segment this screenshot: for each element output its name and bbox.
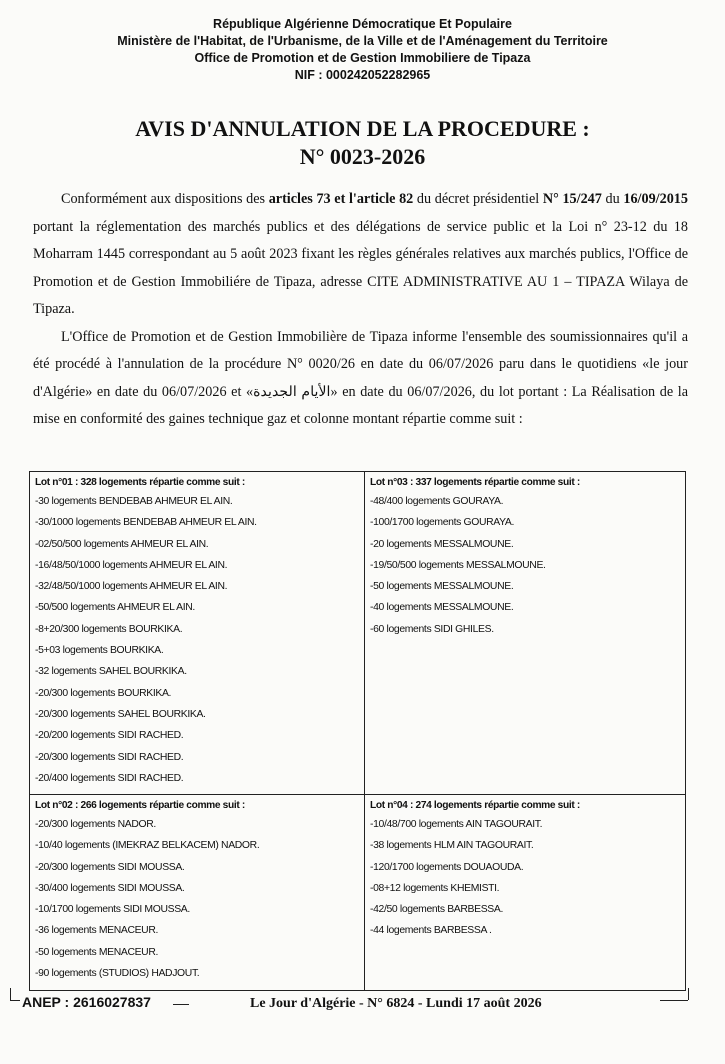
lot-item: -30 logements BENDEBAB AHMEUR EL AIN. — [35, 496, 233, 507]
lot-item: -20/400 logements SIDI RACHED. — [35, 772, 184, 784]
lot-item: -19/50/500 logements MESSALMOUNE. — [370, 559, 546, 571]
page-footer — [0, 990, 725, 1014]
lot-item: -32 logements SAHEL BOURKIKA. — [35, 666, 187, 678]
notice-title-line1: AVIS D'ANNULATION DE LA PROCEDURE : — [135, 116, 590, 141]
lot-item: -02/50/500 logements AHMEUR EL AIN. — [35, 538, 209, 550]
lot-item: -8+20/300 logements BOURKIKA. — [35, 623, 183, 635]
lot-item: -48/400 logements GOURAYA. — [370, 496, 504, 507]
lot-header: Lot n°01 : 328 logements répartie comme suit : — [35, 477, 245, 488]
corner-mark — [10, 988, 11, 1000]
lot-items — [35, 814, 364, 984]
lot-item: -90 logements (STUDIOS) HADJOUT. — [35, 968, 200, 980]
footer-rule-left — [10, 1000, 20, 1001]
lot-item: -20/200 logements SIDI RACHED. — [35, 730, 184, 742]
lot-03-cell — [365, 472, 685, 795]
lot-item: -30/1000 logements BENDEBAB AHMEUR EL AIN. — [35, 517, 257, 529]
p1-text-3: du — [601, 191, 624, 207]
lot-item: -20/300 logements NADOR. — [35, 819, 156, 830]
p1-articles: articles 73 et l'article 82 — [268, 191, 414, 207]
lot-items — [35, 491, 364, 789]
lot-item: -16/48/50/1000 logements AHMEUR EL AIN. — [35, 559, 228, 571]
lot-01-cell — [30, 472, 365, 795]
lot-02-cell — [30, 795, 365, 990]
lot-item: -10/1700 logements SIDI MOUSSA. — [35, 904, 190, 916]
lot-item: -50/500 logements AHMEUR EL AIN. — [35, 602, 195, 614]
lot-item: -32/48/50/1000 logements AHMEUR EL AIN. — [35, 581, 228, 593]
lot-item: -42/50 logements BARBESSA. — [370, 904, 503, 916]
lot-item: -60 logements SIDI GHILES. — [370, 623, 494, 635]
p1-decree-number: N° 15/247 — [542, 191, 602, 207]
lot-header: Lot n°03 : 337 logements répartie comme suit : — [370, 477, 580, 488]
footer-dash — [173, 1004, 189, 1005]
footer-rule-right — [660, 1000, 688, 1001]
p1-text-2: du décret présidentiel — [413, 191, 543, 207]
issuer-header — [0, 16, 725, 84]
ministry-line: Ministère de l'Habitat, de l'Urbanisme, de la Ville et de l'Aménagement du Territoire — [117, 34, 608, 48]
lot-items — [370, 491, 685, 640]
lot-header: Lot n°02 : 266 logements répartie comme suit : — [35, 800, 245, 811]
republic-line: République Algérienne Démocratique Et Populaire — [213, 17, 512, 31]
lot-item: -40 logements MESSALMOUNE. — [370, 602, 514, 614]
lot-item: -36 logements MENACEUR. — [35, 925, 159, 937]
notice-body — [33, 186, 688, 434]
paragraph-annulation — [33, 324, 688, 434]
lot-item: -120/1700 logements DOUAOUDA. — [370, 861, 524, 873]
lots-table — [29, 471, 686, 991]
lot-item: -20/300 logements SIDI MOUSSA. — [35, 861, 185, 873]
lot-04-cell — [365, 795, 685, 990]
lot-item: -20/300 logements BOURKIKA. — [35, 687, 172, 699]
lot-item: -5+03 logements BOURKIKA. — [35, 645, 164, 657]
lot-header: Lot n°04 : 274 logements répartie comme suit : — [370, 800, 580, 811]
anep-reference: ANEP : 2616027837 — [22, 994, 151, 1010]
lot-item: -30/400 logements SIDI MOUSSA. — [35, 882, 185, 894]
lot-items — [370, 814, 685, 942]
lot-item: -10/48/700 logements AIN TAGOURAIT. — [370, 819, 543, 830]
lot-item: -20 logements MESSALMOUNE. — [370, 538, 514, 550]
notice-title — [0, 115, 725, 171]
lot-item: -50 logements MENACEUR. — [35, 946, 159, 958]
nif-line: NIF : 000242052282965 — [294, 68, 431, 82]
corner-mark — [688, 988, 689, 1000]
lot-item: -50 logements MESSALMOUNE. — [370, 581, 514, 593]
paragraph-legal-basis — [33, 186, 688, 324]
lot-item: -44 logements BARBESSA . — [370, 925, 492, 937]
p2-text: L'Office de Promotion et de Gestion Immobilière de Tipaza informe l'ensemble des soumissionnaires qu'il a été procédé à l'annulation de la procédure N° 0020/26 en date du 06/07/2026 paru dans le quotidiens «le jour d'Algérie» en date du 06/07/2026 et «الأيام الجديدة» en date du 06/07/2026, du lot portant : La Réalisation de la mise en conformité des gaines technique gaz et colonne montant répartie comme suit : — [33, 328, 688, 427]
publication-line: Le Jour d'Algérie - N° 6824 - Lundi 17 août 2026 — [250, 996, 542, 1011]
lot-item: -10/40 logements (IMEKRAZ BELKACEM) NADOR. — [35, 840, 260, 852]
lot-item: -38 logements HLM AIN TAGOURAIT. — [370, 840, 534, 852]
p1-text-4: portant la réglementation des marchés publics et des délégations de service public et la Loi n° 23-12 du 18 Moharram 1445 correspondant au 5 août 2023 fixant les règles générales relatives aux marchés publics, l'Office de Promotion et de Gestion Immobiliére de Tipaza, adresse CITE ADMINISTRATIVE AU 1 – TIPAZA Wilaya de Tipaza. — [33, 218, 688, 317]
lot-item: -08+12 logements KHEMISTI. — [370, 882, 500, 894]
p1-text-1: Conformément aux dispositions des — [61, 191, 269, 207]
office-line: Office de Promotion et de Gestion Immobiliere de Tipaza — [194, 51, 531, 65]
notice-number: N° 0023-2026 — [299, 144, 426, 169]
p1-decree-date: 16/09/2015 — [623, 191, 688, 207]
lot-item: -100/1700 logements GOURAYA. — [370, 517, 515, 529]
lot-item: -20/300 logements SIDI RACHED. — [35, 751, 184, 763]
lot-item: -20/300 logements SAHEL BOURKIKA. — [35, 708, 206, 720]
